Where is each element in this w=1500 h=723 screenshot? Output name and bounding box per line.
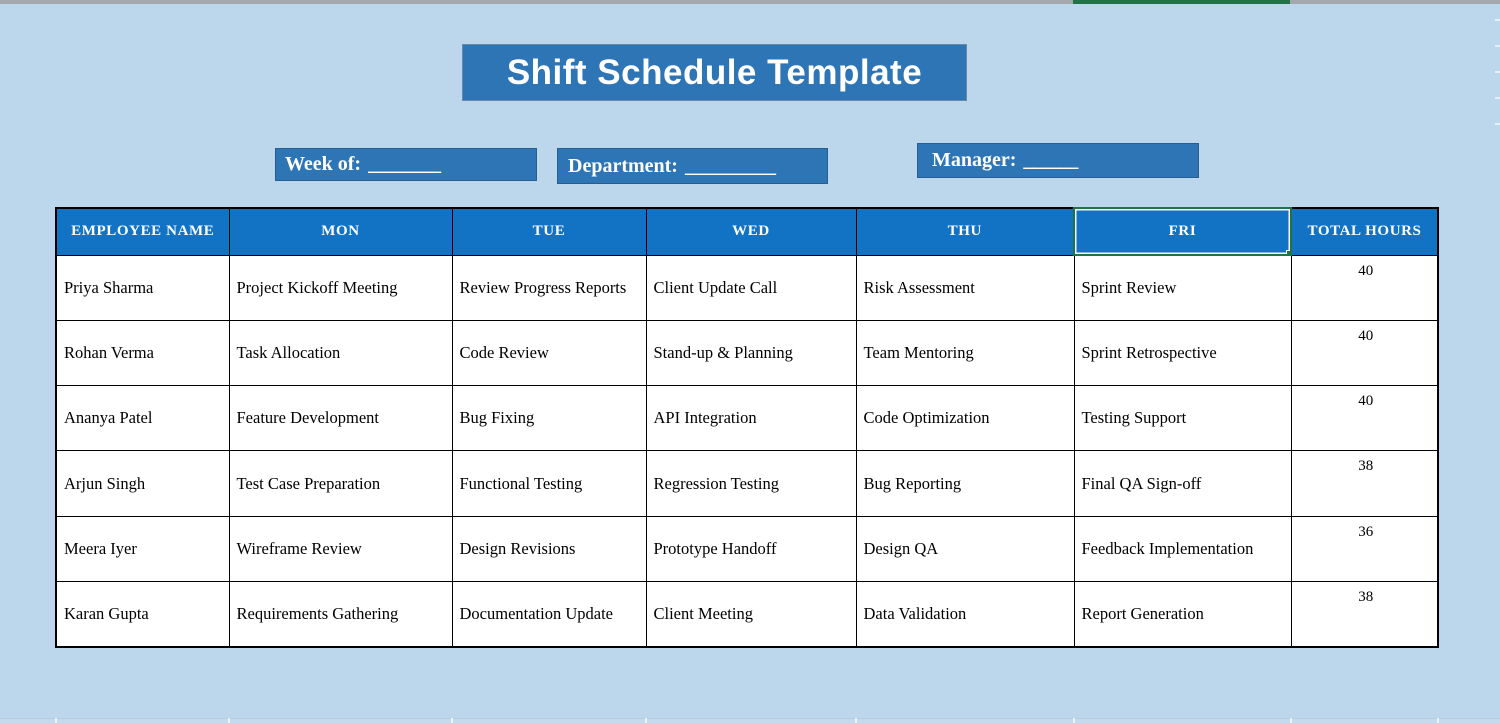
- col-header-total-hours[interactable]: TOTAL HOURS: [1291, 208, 1438, 255]
- week-of-label: Week of:: [285, 153, 362, 175]
- cell-total-hours[interactable]: 38: [1291, 581, 1438, 646]
- cell-employee[interactable]: Ananya Patel: [56, 386, 229, 451]
- week-of-field[interactable]: [275, 148, 537, 181]
- bottom-row-sliver: [0, 718, 1500, 723]
- cell-tue[interactable]: Functional Testing: [452, 451, 646, 516]
- cell-employee[interactable]: Rohan Verma: [56, 320, 229, 385]
- cell-wed[interactable]: Client Meeting: [646, 581, 856, 646]
- cell-employee[interactable]: Priya Sharma: [56, 255, 229, 320]
- week-of-blank[interactable]: ________: [368, 153, 441, 175]
- col-header-thu[interactable]: THU: [856, 208, 1074, 255]
- gridline-stub: [1073, 718, 1075, 723]
- cell-employee[interactable]: Karan Gupta: [56, 581, 229, 646]
- cell-mon[interactable]: Test Case Preparation: [229, 451, 452, 516]
- col-header-wed[interactable]: WED: [646, 208, 856, 255]
- cell-mon[interactable]: Wireframe Review: [229, 516, 452, 581]
- table-row: [56, 386, 1438, 451]
- cell-wed[interactable]: Client Update Call: [646, 255, 856, 320]
- gridline-stub: [1495, 97, 1500, 99]
- cell-thu[interactable]: Code Optimization: [856, 386, 1074, 451]
- table-row: [56, 255, 1438, 320]
- col-header-employee-name[interactable]: EMPLOYEE NAME: [56, 208, 229, 255]
- manager-blank[interactable]: ______: [1023, 149, 1078, 171]
- page-title: Shift Schedule Template: [506, 52, 923, 92]
- gridline-stub: [1495, 19, 1500, 21]
- gridline-stub: [228, 718, 230, 723]
- cell-tue[interactable]: Documentation Update: [452, 581, 646, 646]
- cell-wed[interactable]: Regression Testing: [646, 451, 856, 516]
- gridline-stub: [1495, 45, 1500, 47]
- cell-wed[interactable]: Prototype Handoff: [646, 516, 856, 581]
- gridline-stub: [1437, 718, 1439, 723]
- cell-fri[interactable]: Sprint Review: [1074, 255, 1291, 320]
- gridline-stub: [1495, 71, 1500, 73]
- cell-thu[interactable]: Bug Reporting: [856, 451, 1074, 516]
- cell-thu[interactable]: Team Mentoring: [856, 320, 1074, 385]
- gridline-stub: [855, 718, 857, 723]
- table-row: [56, 320, 1438, 385]
- cell-thu[interactable]: Risk Assessment: [856, 255, 1074, 320]
- department-label: Department:: [568, 154, 678, 177]
- gridline-stub: [451, 718, 453, 723]
- cell-mon[interactable]: Feature Development: [229, 386, 452, 451]
- manager-label: Manager:: [932, 149, 1017, 171]
- cell-mon[interactable]: Requirements Gathering: [229, 581, 452, 646]
- cell-fri[interactable]: Report Generation: [1074, 581, 1291, 646]
- gridline-stub: [55, 718, 57, 723]
- cell-employee[interactable]: Meera Iyer: [56, 516, 229, 581]
- cell-total-hours[interactable]: 38: [1291, 451, 1438, 516]
- selection-fill-handle[interactable]: [1286, 250, 1291, 255]
- cell-mon[interactable]: Project Kickoff Meeting: [229, 255, 452, 320]
- table-row: [56, 516, 1438, 581]
- cell-fri[interactable]: Testing Support: [1074, 386, 1291, 451]
- department-blank[interactable]: __________: [684, 154, 775, 177]
- col-header-fri[interactable]: [1074, 208, 1291, 255]
- gridline-stub: [1495, 123, 1500, 125]
- cell-total-hours[interactable]: 36: [1291, 516, 1438, 581]
- cell-total-hours[interactable]: 40: [1291, 320, 1438, 385]
- cell-mon[interactable]: Task Allocation: [229, 320, 452, 385]
- cell-wed[interactable]: Stand-up & Planning: [646, 320, 856, 385]
- cell-total-hours[interactable]: 40: [1291, 386, 1438, 451]
- cell-fri[interactable]: Feedback Implementation: [1074, 516, 1291, 581]
- department-field[interactable]: [557, 148, 828, 184]
- gridline-stub: [1290, 718, 1292, 723]
- cell-tue[interactable]: Bug Fixing: [452, 386, 646, 451]
- cell-thu[interactable]: Data Validation: [856, 581, 1074, 646]
- gridline-stub: [645, 718, 647, 723]
- manager-field[interactable]: [917, 143, 1199, 178]
- table-row: [56, 581, 1438, 646]
- cell-tue[interactable]: Code Review: [452, 320, 646, 385]
- cell-wed[interactable]: API Integration: [646, 386, 856, 451]
- col-header-mon[interactable]: MON: [229, 208, 452, 255]
- title-banner: [462, 44, 967, 101]
- header-row: [56, 208, 1438, 255]
- cell-fri[interactable]: Final QA Sign-off: [1074, 451, 1291, 516]
- table-row: [56, 451, 1438, 516]
- cell-employee[interactable]: Arjun Singh: [56, 451, 229, 516]
- selected-column-indicator: [1073, 0, 1290, 4]
- cell-tue[interactable]: Design Revisions: [452, 516, 646, 581]
- cell-fri[interactable]: Sprint Retrospective: [1074, 320, 1291, 385]
- cell-total-hours[interactable]: 40: [1291, 255, 1438, 320]
- col-header-fri-label: FRI: [1168, 223, 1197, 239]
- cell-tue[interactable]: Review Progress Reports: [452, 255, 646, 320]
- cell-thu[interactable]: Design QA: [856, 516, 1074, 581]
- col-header-tue[interactable]: TUE: [452, 208, 646, 255]
- shift-schedule-table: [55, 207, 1439, 648]
